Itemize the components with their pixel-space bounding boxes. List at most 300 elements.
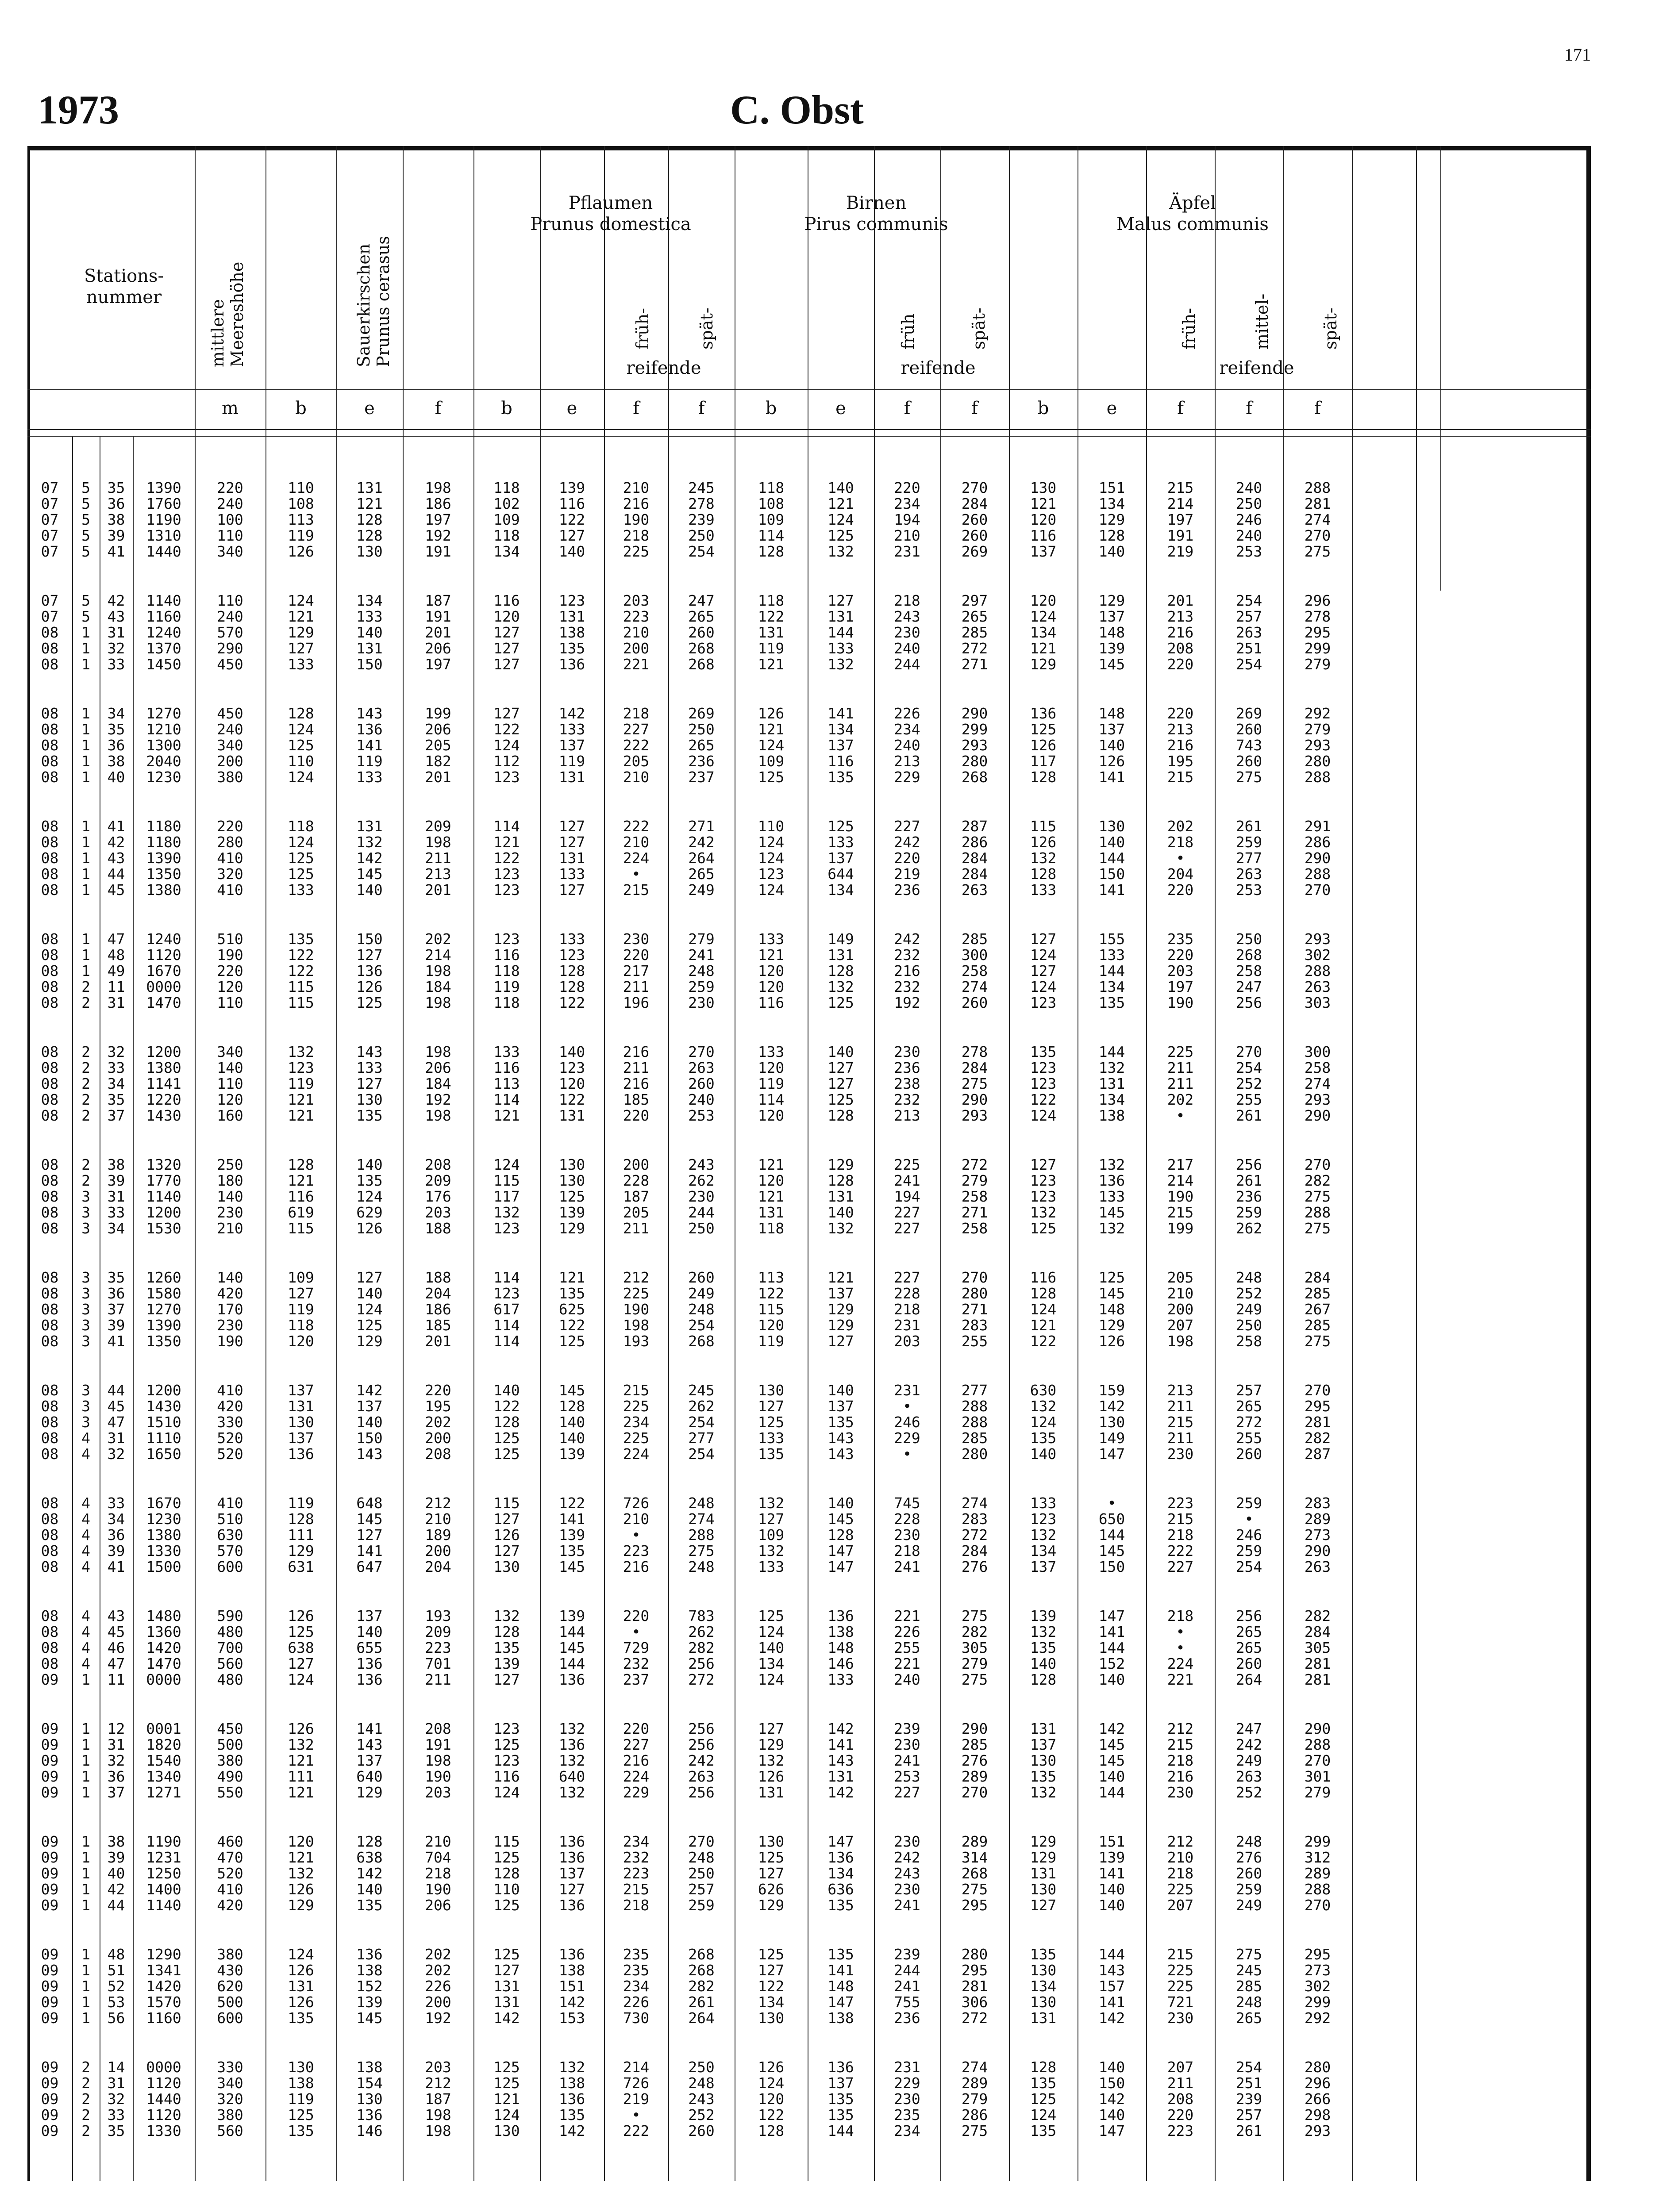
table-cell: 116	[1030, 527, 1057, 544]
table-cell: 114	[758, 527, 785, 544]
table-cell: 250	[1235, 930, 1262, 948]
table-cell: 140	[827, 479, 854, 496]
table-cell: 131	[1030, 1865, 1057, 1882]
table-cell: 272	[1235, 1413, 1262, 1431]
table-cell: 263	[1304, 1558, 1331, 1575]
table-cell: 140	[827, 1494, 854, 1512]
table-cell: 281	[1304, 1671, 1331, 1688]
table-cell: 133	[758, 930, 785, 948]
table-cell: 135	[1030, 1043, 1057, 1060]
table-cell: 127	[558, 881, 585, 899]
table-cell: 128	[1030, 1671, 1057, 1688]
table-cell: 127	[493, 624, 520, 641]
table-cell: 132	[288, 1865, 314, 1882]
table-cell: 140	[356, 881, 383, 899]
table-cell: 217	[623, 962, 650, 979]
table-cell: 08	[41, 1333, 59, 1350]
table-cell: 410	[217, 1494, 243, 1512]
table-cell: 314	[961, 1849, 988, 1866]
table-cell: 1580	[146, 1285, 181, 1302]
table-cell: 123	[493, 1220, 520, 1237]
unit-label: e	[364, 398, 375, 419]
table-cell: 53	[107, 1993, 125, 2011]
table-cell: 240	[217, 608, 243, 625]
table-cell: 1	[81, 1946, 90, 1963]
table-cell: 1330	[146, 1542, 181, 1559]
table-cell: 1210	[146, 721, 181, 738]
table-cell: 234	[894, 2122, 920, 2139]
table-cell: 245	[688, 479, 715, 496]
table-cell: 288	[1304, 479, 1331, 496]
table-cell: 127	[493, 656, 520, 673]
table-cell: 31	[107, 624, 125, 641]
table-cell: 243	[894, 608, 920, 625]
table-cell: 1350	[146, 1333, 181, 1350]
table-cell: 136	[827, 1849, 854, 1866]
table-cell: 38	[107, 1156, 125, 1173]
table-cell: 120	[1030, 511, 1057, 528]
table-cell: 236	[1235, 1188, 1262, 1205]
table-cell: 255	[961, 1333, 988, 1350]
table-cell: 08	[41, 1526, 59, 1544]
table-cell: 09	[41, 1736, 59, 1753]
table-row	[0, 1640, 1678, 1656]
table-cell: 216	[1167, 624, 1194, 641]
table-row	[0, 1076, 1678, 1092]
table-cell: •	[631, 1526, 641, 1544]
table-cell: 123	[1030, 1510, 1057, 1528]
table-cell: 130	[493, 1558, 520, 1575]
table-cell: 134	[356, 592, 383, 609]
table-row	[0, 657, 1678, 672]
table-cell: 131	[758, 1784, 785, 1801]
table-cell: 119	[288, 2090, 314, 2108]
table-cell: 201	[425, 768, 451, 786]
table-cell: 275	[1304, 543, 1331, 560]
table-cell: 270	[1304, 1156, 1331, 1173]
table-cell: 127	[1030, 1897, 1057, 1914]
table-cell: 186	[425, 1301, 451, 1318]
table-cell: 125	[758, 1413, 785, 1431]
table-cell: 197	[1167, 978, 1194, 995]
table-cell: 222	[1167, 1542, 1194, 1559]
table-cell: 264	[688, 849, 715, 867]
table-cell: 129	[288, 1542, 314, 1559]
table-cell: 299	[1304, 1993, 1331, 2011]
table-row	[0, 1414, 1678, 1430]
table-cell: 260	[961, 994, 988, 1011]
table-cell: 2	[81, 1075, 90, 1092]
table-cell: 225	[623, 1398, 650, 1415]
table-cell: 133	[558, 721, 585, 738]
table-cell: 271	[961, 656, 988, 673]
table-cell: 130	[1098, 818, 1125, 835]
table-cell: 108	[758, 495, 785, 512]
table-cell: 201	[425, 881, 451, 899]
table-cell: 131	[493, 1993, 520, 2011]
table-cell: 340	[217, 543, 243, 560]
table-cell: 145	[558, 1558, 585, 1575]
table-cell: 128	[493, 1413, 520, 1431]
table-cell: 121	[758, 656, 785, 673]
table-cell: 230	[1167, 1445, 1194, 1463]
table-cell: 216	[1167, 1768, 1194, 1785]
table-row	[0, 866, 1678, 882]
table-cell: 216	[623, 1043, 650, 1060]
table-cell: 726	[623, 1494, 650, 1512]
table-cell: 1	[81, 962, 90, 979]
table-cell: 07	[41, 543, 59, 560]
table-cell: 231	[894, 1317, 920, 1334]
table-cell: 08	[41, 1188, 59, 1205]
table-cell: 143	[356, 1043, 383, 1060]
table-cell: 274	[961, 978, 988, 995]
header-plum-early: früh-	[633, 307, 652, 349]
table-cell: 46	[107, 1639, 125, 1656]
table-cell: 140	[217, 1188, 243, 1205]
table-cell: 137	[1098, 721, 1125, 738]
table-cell: 270	[1235, 1043, 1262, 1060]
table-row	[0, 1753, 1678, 1769]
table-cell: 44	[107, 865, 125, 883]
table-cell: 124	[1030, 1107, 1057, 1124]
table-cell: 136	[558, 1671, 585, 1688]
table-cell: 128	[758, 2122, 785, 2139]
table-cell: 199	[425, 705, 451, 722]
table-cell: 126	[288, 1993, 314, 2011]
header-plum-ripening: reifende	[626, 358, 701, 378]
table-cell: 220	[217, 818, 243, 835]
table-cell: 114	[493, 1317, 520, 1334]
table-cell: 223	[623, 1542, 650, 1559]
table-cell: 123	[558, 592, 585, 609]
table-cell: 116	[758, 994, 785, 1011]
table-cell: 132	[288, 1736, 314, 1753]
table-cell: 126	[493, 1526, 520, 1544]
table-cell: 110	[758, 818, 785, 835]
table-cell: 140	[758, 1639, 785, 1656]
table-cell: 277	[1235, 849, 1262, 867]
table-cell: 127	[493, 640, 520, 657]
table-cell: 260	[688, 2122, 715, 2139]
table-cell: 225	[1167, 1978, 1194, 1995]
table-cell: 290	[1304, 1542, 1331, 1559]
header-station: Stations- nummer	[84, 266, 164, 307]
table-cell: 39	[107, 1542, 125, 1559]
table-cell: 240	[894, 1671, 920, 1688]
table-cell: 121	[288, 1752, 314, 1769]
table-cell: 254	[1235, 592, 1262, 609]
table-cell: 148	[827, 1639, 854, 1656]
table-cell: •	[1176, 849, 1185, 867]
table-cell: 201	[1167, 592, 1194, 609]
table-row	[0, 1737, 1678, 1753]
table-cell: 223	[425, 1639, 451, 1656]
table-cell: 257	[688, 1881, 715, 1898]
table-cell: 274	[961, 2058, 988, 2076]
table-cell: 256	[1235, 1607, 1262, 1624]
table-cell: 125	[1030, 721, 1057, 738]
table-cell: 132	[1030, 849, 1057, 867]
table-cell: 640	[356, 1768, 383, 1785]
table-cell: 510	[217, 1510, 243, 1528]
table-cell: 149	[1098, 1429, 1125, 1447]
table-cell: 119	[758, 1075, 785, 1092]
table-cell: 130	[758, 1382, 785, 1399]
table-cell: 48	[107, 1946, 125, 1963]
table-cell: 150	[1098, 865, 1125, 883]
table-cell: 293	[961, 737, 988, 754]
table-cell: 140	[1098, 1881, 1125, 1898]
table-cell: 119	[288, 1494, 314, 1512]
table-cell: 2040	[146, 753, 181, 770]
table-cell: 216	[623, 495, 650, 512]
table-cell: 227	[894, 818, 920, 835]
table-cell: 256	[688, 1655, 715, 1672]
table-cell: 137	[1098, 608, 1125, 625]
table-cell: 280	[1304, 753, 1331, 770]
table-cell: 109	[493, 511, 520, 528]
table-cell: 132	[827, 1220, 854, 1237]
table-row	[0, 947, 1678, 963]
table-cell: 08	[41, 849, 59, 867]
table-cell: 190	[1167, 1188, 1194, 1205]
table-cell: 242	[894, 833, 920, 851]
table-cell: 133	[758, 1429, 785, 1447]
table-cell: 211	[1167, 1429, 1194, 1447]
table-cell: 111	[288, 1768, 314, 1785]
table-cell: 130	[1030, 1752, 1057, 1769]
table-cell: 133	[1098, 1188, 1125, 1205]
table-cell: 36	[107, 1285, 125, 1302]
table-cell: 206	[425, 640, 451, 657]
table-cell: 115	[493, 1494, 520, 1512]
table-cell: 121	[1030, 1317, 1057, 1334]
table-cell: 09	[41, 1993, 59, 2011]
row-group	[0, 1157, 1678, 1270]
table-cell: 42	[107, 1881, 125, 1898]
table-cell: 08	[41, 1075, 59, 1092]
table-cell: 135	[827, 1946, 854, 1963]
table-row	[0, 818, 1678, 834]
table-cell: 127	[493, 1962, 520, 1979]
table-cell: 5	[81, 608, 90, 625]
table-cell: 1470	[146, 1655, 181, 1672]
table-row	[0, 1205, 1678, 1221]
row-group	[0, 1044, 1678, 1157]
table-cell: 218	[1167, 833, 1194, 851]
table-cell: 265	[961, 608, 988, 625]
table-cell: 128	[558, 962, 585, 979]
table-cell: 135	[356, 1107, 383, 1124]
table-cell: 124	[758, 737, 785, 754]
table-cell: 116	[1030, 1269, 1057, 1286]
table-cell: 09	[41, 2074, 59, 2092]
table-cell: 08	[41, 768, 59, 786]
table-cell: 198	[425, 833, 451, 851]
table-cell: 121	[288, 1107, 314, 1124]
table-cell: 280	[961, 1946, 988, 1963]
table-cell: 102	[493, 495, 520, 512]
table-cell: 5	[81, 479, 90, 496]
table-cell: 230	[217, 1204, 243, 1221]
table-cell: 110	[217, 1075, 243, 1092]
table-cell: 117	[493, 1188, 520, 1205]
table-cell: 115	[493, 1172, 520, 1189]
table-cell: 125	[827, 527, 854, 544]
table-cell: 282	[688, 1978, 715, 1995]
table-cell: 200	[1167, 1301, 1194, 1318]
table-cell: 36	[107, 737, 125, 754]
table-cell: 129	[1098, 1317, 1125, 1334]
table-cell: 190	[425, 1881, 451, 1898]
table-cell: 129	[558, 1220, 585, 1237]
table-cell: 211	[1167, 1075, 1194, 1092]
table-cell: 125	[1098, 1269, 1125, 1286]
table-cell: 202	[1167, 818, 1194, 835]
table-cell: 113	[493, 1075, 520, 1092]
table-cell: 227	[623, 721, 650, 738]
table-cell: 114	[493, 1269, 520, 1286]
table-cell: 270	[688, 1833, 715, 1850]
table-cell: 127	[356, 1075, 383, 1092]
table-cell: 135	[1030, 1768, 1057, 1785]
table-cell: 132	[493, 1204, 520, 1221]
table-cell: 216	[623, 1075, 650, 1092]
table-cell: 08	[41, 737, 59, 754]
table-cell: 270	[1304, 1897, 1331, 1914]
table-cell: 07	[41, 592, 59, 609]
table-row	[0, 1173, 1678, 1189]
table-cell: 268	[961, 768, 988, 786]
table-cell: 216	[1167, 737, 1194, 754]
table-cell: 265	[688, 608, 715, 625]
table-cell: 210	[623, 1510, 650, 1528]
table-cell: 270	[688, 1043, 715, 1060]
table-cell: 288	[1304, 1881, 1331, 1898]
table-cell: 1670	[146, 962, 181, 979]
table-cell: 198	[425, 479, 451, 496]
table-cell: 1250	[146, 1865, 181, 1882]
table-cell: 134	[1030, 1542, 1057, 1559]
table-cell: 203	[623, 592, 650, 609]
table-cell: 3	[81, 1382, 90, 1399]
table-cell: 261	[1235, 2122, 1262, 2139]
table-cell: 600	[217, 1558, 243, 1575]
table-cell: 410	[217, 849, 243, 867]
table-cell: 136	[1098, 1172, 1125, 1189]
table-cell: 1	[81, 1993, 90, 2011]
table-cell: 214	[1167, 1172, 1194, 1189]
table-cell: 121	[288, 1849, 314, 1866]
table-cell: 1430	[146, 1398, 181, 1415]
table-cell: 142	[558, 2122, 585, 2139]
table-cell: 248	[688, 1849, 715, 1866]
table-cell: 45	[107, 1623, 125, 1640]
table-cell: 134	[1098, 495, 1125, 512]
table-row	[0, 1994, 1678, 2010]
table-cell: 33	[107, 1204, 125, 1221]
table-cell: 1	[81, 624, 90, 641]
table-cell: 09	[41, 1784, 59, 1801]
table-cell: 302	[1304, 1978, 1331, 1995]
table-cell: 275	[1304, 1220, 1331, 1237]
table-cell: 783	[688, 1607, 715, 1624]
table-cell: 32	[107, 640, 125, 657]
table-cell: 37	[107, 1784, 125, 1801]
table-cell: 240	[217, 721, 243, 738]
table-cell: 145	[1098, 1285, 1125, 1302]
table-cell: 137	[1030, 1558, 1057, 1575]
table-cell: 125	[288, 1623, 314, 1640]
table-cell: 229	[894, 2074, 920, 2092]
table-cell: 302	[1304, 946, 1331, 964]
table-row	[0, 1446, 1678, 1462]
table-cell: 216	[623, 1752, 650, 1769]
table-cell: 144	[1098, 849, 1125, 867]
table-cell: 300	[961, 946, 988, 964]
table-cell: 221	[1167, 1671, 1194, 1688]
table-row	[0, 1850, 1678, 1866]
table-cell: 116	[493, 1059, 520, 1076]
table-cell: 128	[1030, 1285, 1057, 1302]
table-cell: 110	[288, 479, 314, 496]
table-cell: 306	[961, 1993, 988, 2011]
table-cell: 265	[688, 865, 715, 883]
table-row	[0, 1785, 1678, 1801]
table-cell: 220	[623, 946, 650, 964]
table-cell: 278	[1304, 608, 1331, 625]
table-cell: 139	[1098, 640, 1125, 657]
table-cell: 1770	[146, 1172, 181, 1189]
table-cell: 141	[1098, 1993, 1125, 2011]
table-cell: 743	[1235, 737, 1262, 754]
table-cell: 276	[961, 1558, 988, 1575]
table-cell: 189	[425, 1526, 451, 1544]
table-cell: 141	[827, 1736, 854, 1753]
table-row	[0, 1543, 1678, 1559]
table-cell: 3	[81, 1188, 90, 1205]
table-cell: 1380	[146, 1059, 181, 1076]
table-cell: 137	[288, 1382, 314, 1399]
table-cell: 132	[1030, 1398, 1057, 1415]
table-cell: 142	[493, 2009, 520, 2027]
table-cell: 184	[425, 978, 451, 995]
row-group	[0, 2059, 1678, 2172]
table-cell: 120	[558, 1075, 585, 1092]
table-cell: 120	[758, 978, 785, 995]
table-cell: 260	[688, 1269, 715, 1286]
table-cell: 155	[1098, 930, 1125, 948]
table-cell: 230	[894, 1881, 920, 1898]
table-cell: •	[1176, 1107, 1185, 1124]
table-cell: 08	[41, 1156, 59, 1173]
table-cell: 141	[1098, 881, 1125, 899]
table-cell: 150	[356, 656, 383, 673]
table-cell: 282	[961, 1623, 988, 1640]
table-cell: 125	[558, 1333, 585, 1350]
table-cell: 123	[493, 930, 520, 948]
table-cell: 320	[217, 865, 243, 883]
table-cell: 247	[1235, 1720, 1262, 1737]
header-apple-late: spät-	[1321, 307, 1340, 349]
table-cell: 136	[558, 1736, 585, 1753]
table-cell: 47	[107, 1413, 125, 1431]
table-cell: 120	[288, 1333, 314, 1350]
table-cell: 132	[1098, 1059, 1125, 1076]
table-cell: 128	[288, 1156, 314, 1173]
table-cell: 128	[827, 1107, 854, 1124]
